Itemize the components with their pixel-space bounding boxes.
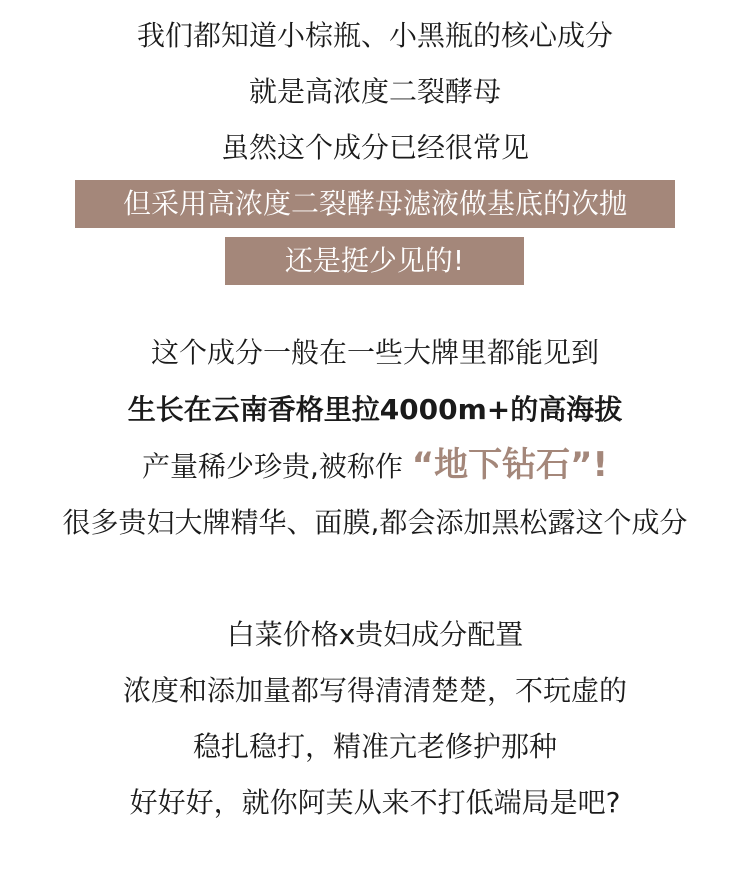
truffle-line-3 <box>0 447 750 485</box>
highlight-band-2: 还是挺少见的! <box>225 237 524 285</box>
truffle-line-4: 很多贵妇大牌精华、面膜,都会添加黑松露这个成分 <box>62 506 688 539</box>
truffle-line-1: 这个成分一般在一些大牌里都能见到 <box>150 336 599 369</box>
summary-line-2: 浓度和添加量都写得清清楚楚，不玩虚的 <box>122 674 627 707</box>
highlight-band-1: 但采用高浓度二裂酵母滤液做基底的次抛 <box>75 180 675 228</box>
summary-line-4: 好好好，就你阿芙从来不打低端局是吧? <box>129 786 621 819</box>
truffle-line-2-bold: 生长在云南香格里拉4000m+的高海拔 <box>127 393 623 426</box>
truffle-line-3-prefix: 产量稀少珍贵,被称作 <box>141 450 403 483</box>
intro-line-2: 就是高浓度二裂酵母 <box>248 75 501 108</box>
summary-line-1: 白菜价格x贵妇成分配置 <box>226 618 524 651</box>
summary-line-3: 稳扎稳打，精准亢老修护那种 <box>192 730 557 763</box>
underground-diamond-accent: “地下钻石”! <box>411 445 608 485</box>
intro-line-1: 我们都知道小棕瓶、小黑瓶的核心成分 <box>136 19 613 52</box>
intro-line-3: 虽然这个成分已经很常见 <box>220 131 529 164</box>
